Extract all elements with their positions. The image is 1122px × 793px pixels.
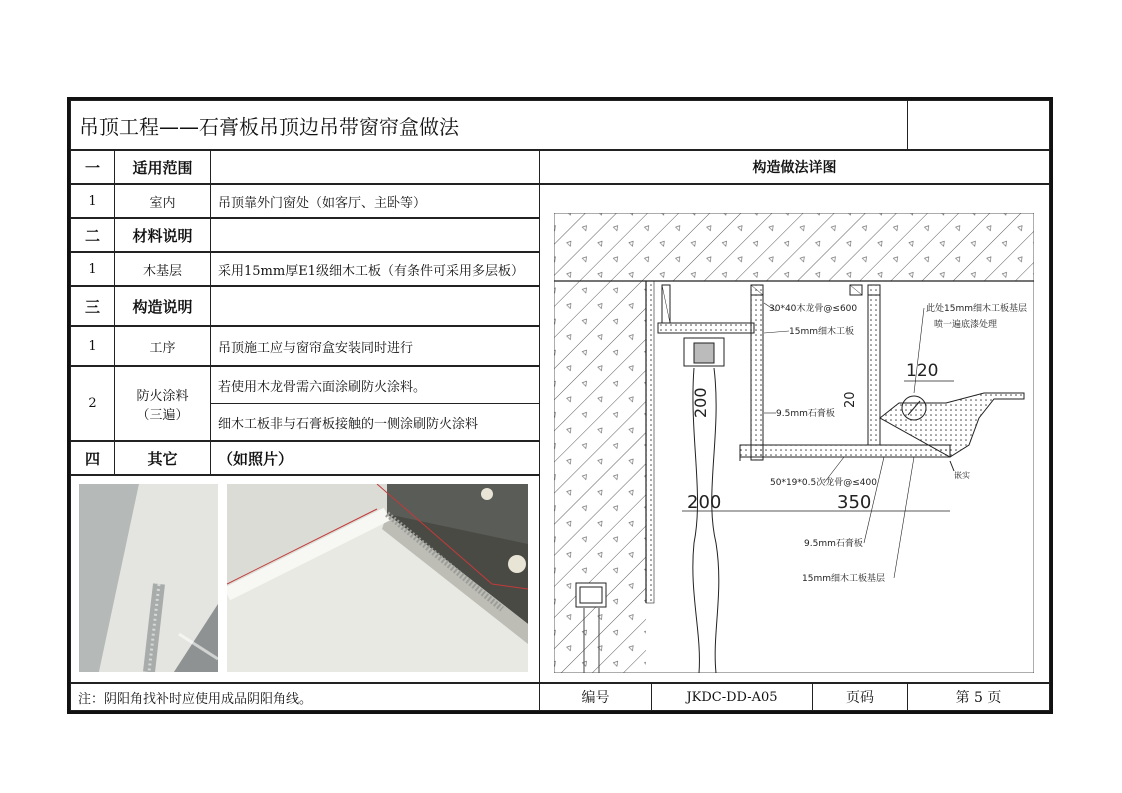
footer-note: 注：阴阳角找补时应使用成品阴阳角线。 xyxy=(70,683,540,711)
section-2-number: 二 xyxy=(70,218,115,252)
footer-page-value: 第 5 页 xyxy=(907,683,1050,711)
footer-code-label: 编号 xyxy=(539,683,652,711)
material-row-number: 1 xyxy=(70,252,115,286)
dim-200: 200 xyxy=(687,492,722,513)
label-gypsum: 9.5mm石膏板 xyxy=(804,539,863,549)
ceiling-section-drawing xyxy=(554,213,1034,673)
section-4-number: 四 xyxy=(70,441,115,475)
construction-row-2-number: 2 xyxy=(70,366,115,441)
construction-row-1-number: 1 xyxy=(70,326,115,366)
construction-row-1-desc: 吊顶施工应与窗帘盒安装同时进行 xyxy=(210,326,540,366)
construction-row-1-name: 工序 xyxy=(114,326,211,366)
scope-row-desc: 吊顶靠外门窗处（如客厅、主卧等） xyxy=(210,184,540,218)
section-1-blank xyxy=(210,150,540,184)
corner-photo-2 xyxy=(227,484,528,672)
construction-row-2-desc2: 细木工板非与石膏板接触的一侧涂刷防火涂料 xyxy=(210,403,540,441)
label-base: 15mm细木工板基层 xyxy=(802,574,885,584)
section-1-title: 适用范围 xyxy=(114,150,211,184)
label-gypsum-inner: 9.5mm石膏板 xyxy=(776,409,835,419)
section-1-number: 一 xyxy=(70,150,115,184)
scope-row-name: 室内 xyxy=(114,184,211,218)
section-3-title: 构造说明 xyxy=(114,286,211,326)
page-title: 吊顶工程——石膏板吊顶边吊带窗帘盒做法 xyxy=(70,100,908,150)
section-2-title: 材料说明 xyxy=(114,218,211,252)
material-row-desc: 采用15mm厚E1级细木工板（有条件可采用多层板） xyxy=(210,252,540,286)
construction-row-2-desc: 若使用木龙骨需六面涂刷防火涂料。 xyxy=(210,366,540,404)
section-3-number: 三 xyxy=(70,286,115,326)
section-3-blank xyxy=(210,286,540,326)
construction-row-2-name-cell xyxy=(114,366,211,441)
dim-20: 20 xyxy=(843,391,858,408)
dim-350: 350 xyxy=(837,492,872,513)
detail-header: 构造做法详图 xyxy=(539,150,1050,184)
material-row-name: 木基层 xyxy=(114,252,211,286)
section-4-note: （如照片） xyxy=(210,441,540,475)
scope-row-number: 1 xyxy=(70,184,115,218)
dim-200-vertical: 200 xyxy=(691,387,710,418)
dim-120: 120 xyxy=(906,361,939,381)
section-4-title: 其它 xyxy=(114,441,211,475)
label-keel: 50*19*0.5次龙骨@≤400 xyxy=(770,478,877,488)
label-base-note-2: 喷一遍底漆处理 xyxy=(934,320,998,330)
construction-row-2-name: 防火涂料 xyxy=(136,388,189,404)
section-2-blank xyxy=(210,218,540,252)
construction-row-2-name-note: （三遍） xyxy=(136,407,189,423)
label-seal: 嵌实 xyxy=(954,471,970,480)
label-board-15: 15mm细木工板 xyxy=(789,327,854,337)
footer-page-label: 页码 xyxy=(812,683,908,711)
corner-photo-1 xyxy=(79,484,218,672)
title-blank-cell xyxy=(907,100,1050,150)
label-base-note-1: 此处15mm细木工板基层 xyxy=(926,304,1027,314)
label-joist: 30*40木龙骨@≤600 xyxy=(769,304,858,314)
footer-code-value: JKDC-DD-A05 xyxy=(651,683,813,711)
